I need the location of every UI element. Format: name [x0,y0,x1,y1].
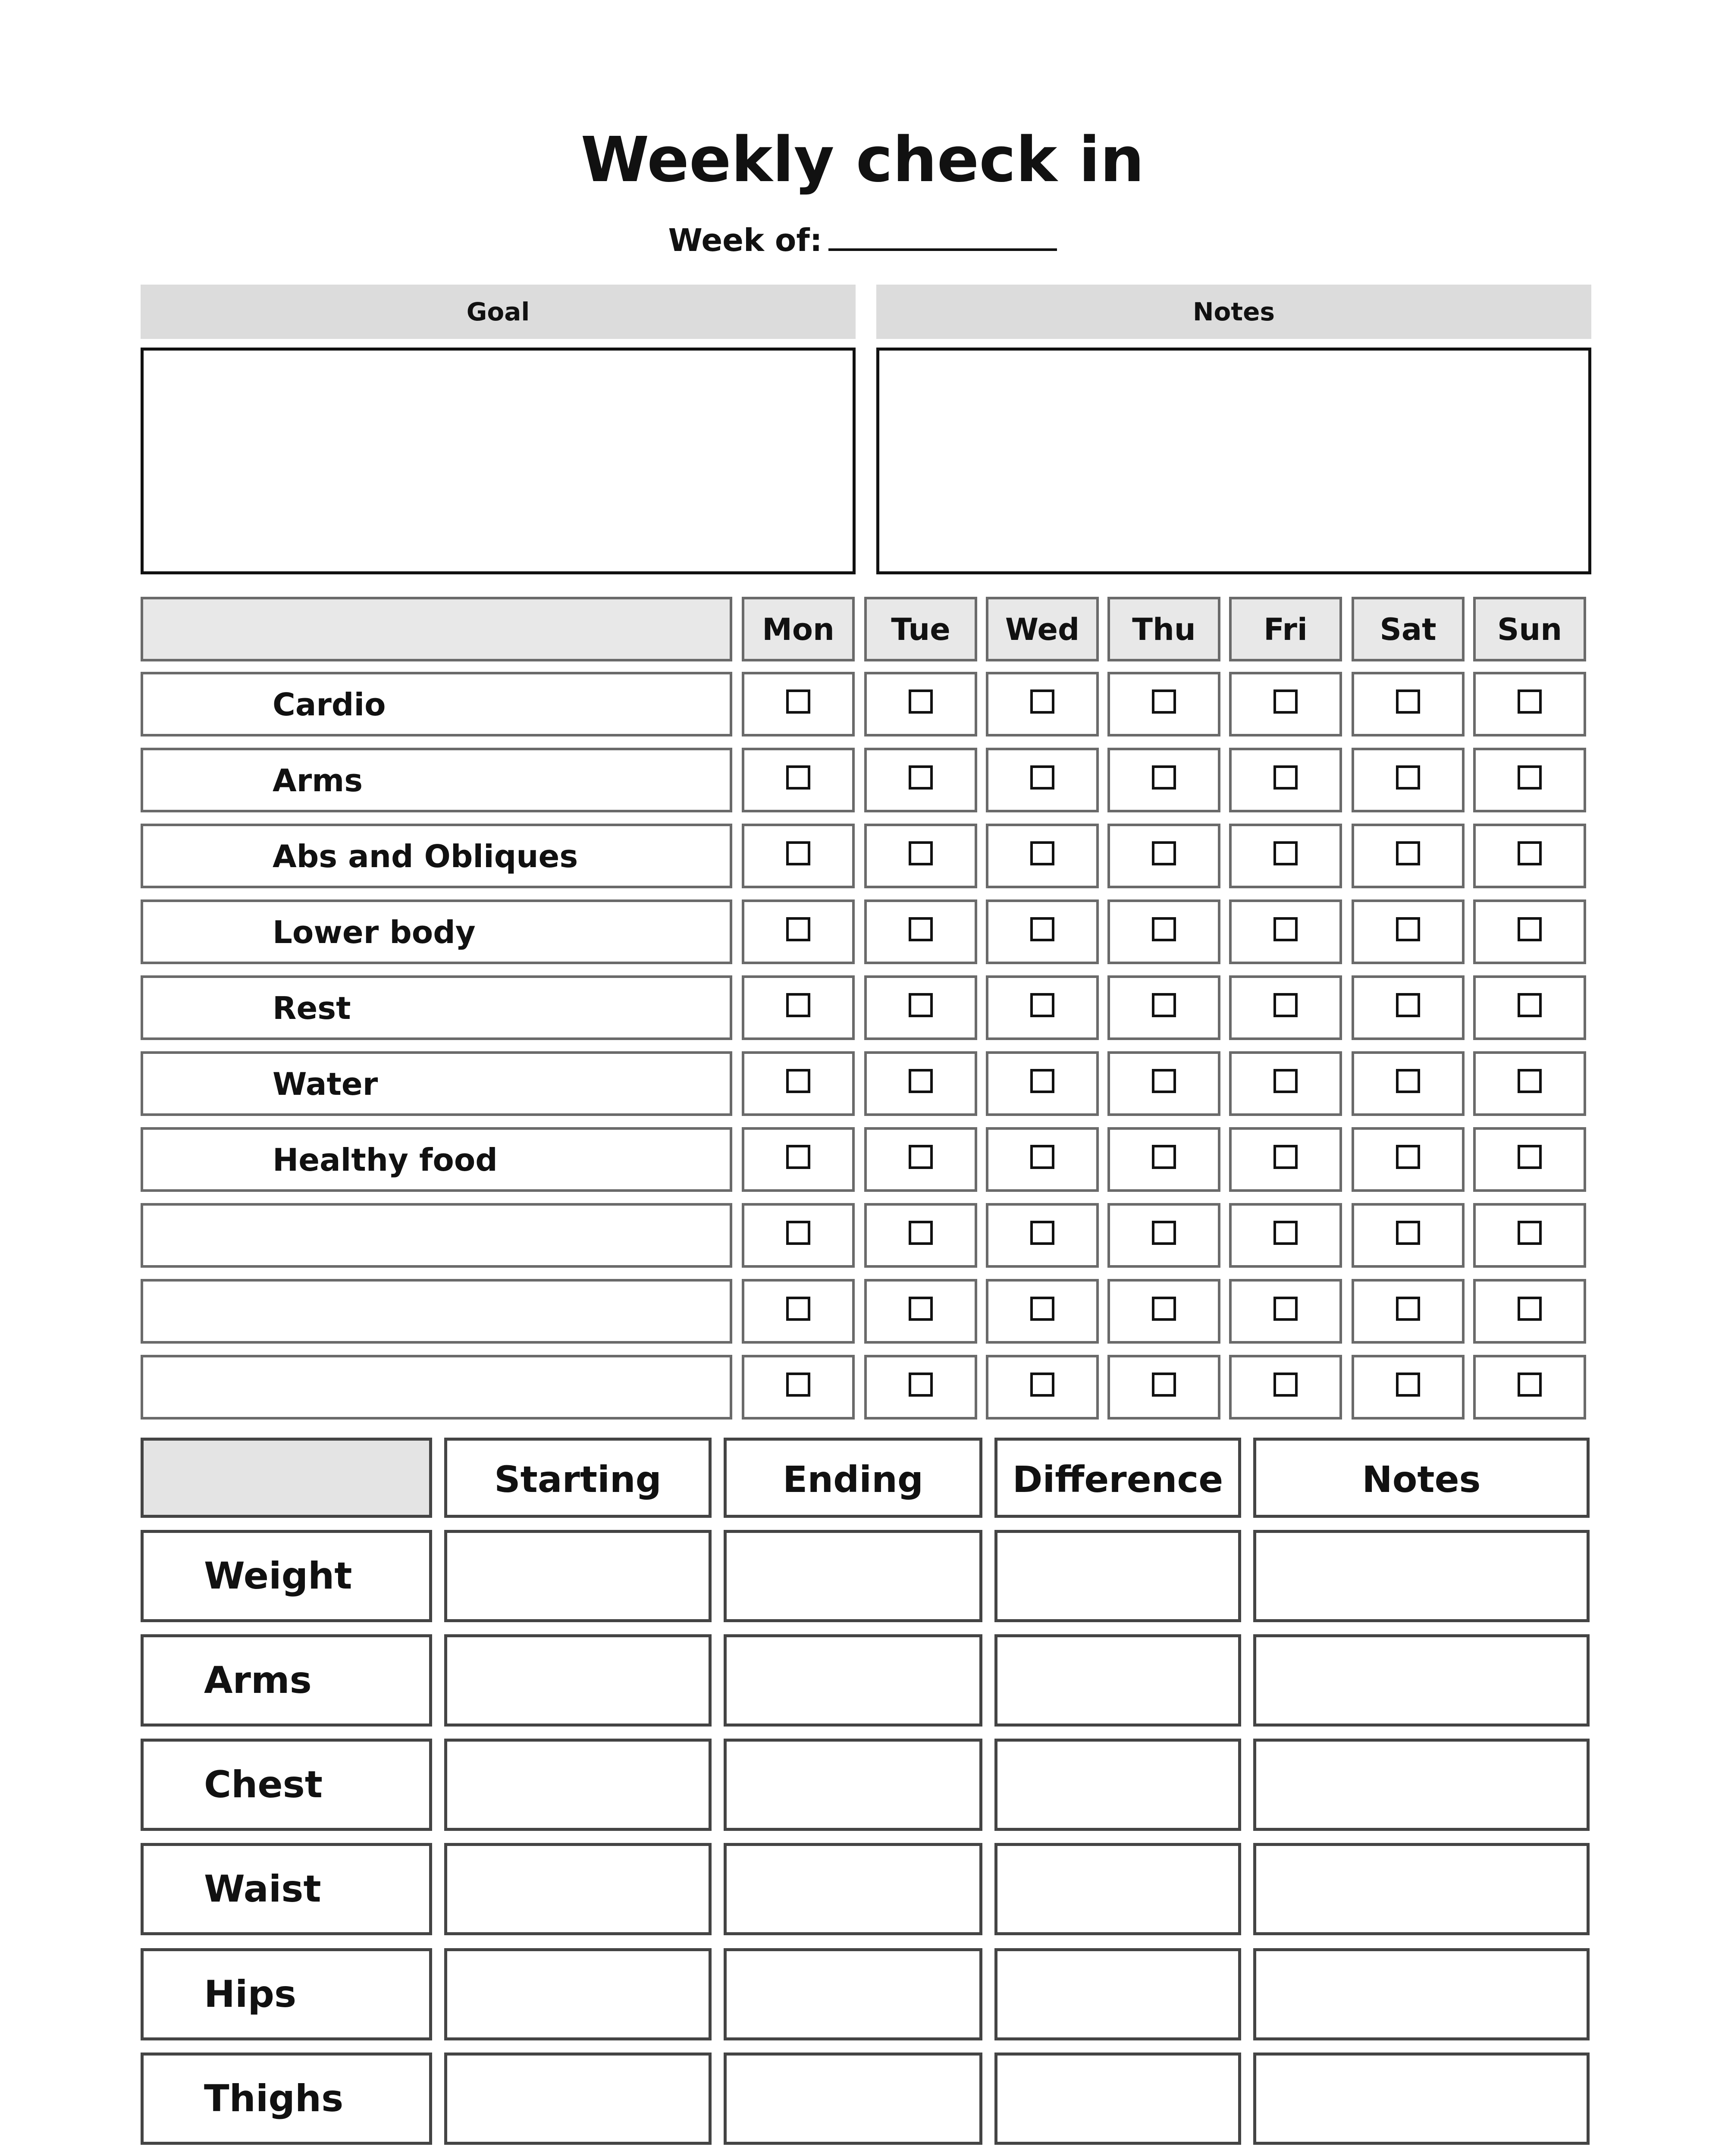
habit-checkbox[interactable] [1152,689,1176,714]
week-of-label: Week of: [668,222,822,258]
habit-day-cell [1352,899,1465,964]
habit-day-cell [986,1203,1099,1268]
habit-checkbox[interactable] [786,1069,810,1093]
measurements-header-ending [724,1438,982,1518]
measurement-entry-cell[interactable] [724,1634,982,1727]
measurement-entry-cell[interactable] [444,1530,712,1622]
habit-day-cell [1473,975,1586,1040]
habit-day-cell [864,1279,977,1344]
habit-day-cell [742,748,855,812]
habit-day-cell [864,1051,977,1116]
habit-checkbox[interactable] [1518,1221,1542,1245]
habit-checkbox[interactable] [1518,1373,1542,1397]
habit-checkbox[interactable] [1273,1373,1298,1397]
habit-header-blank [141,597,732,661]
measurements-column-label: Ending [782,1458,924,1501]
habit-day-cell [986,899,1099,964]
habit-checkbox[interactable] [909,1069,933,1093]
day-label: Sun [1497,612,1562,647]
measurement-entry-cell[interactable] [1253,1634,1590,1727]
habit-checkbox[interactable] [1273,917,1298,941]
habit-day-cell [1473,1279,1586,1344]
habit-day-cell [742,824,855,888]
measurement-row-label-cell [141,1739,432,1831]
habit-checkbox[interactable] [1396,917,1420,941]
measurement-entry-cell[interactable] [724,1843,982,1935]
habit-checkbox[interactable] [1273,1145,1298,1169]
measurement-entry-cell[interactable] [444,1948,712,2040]
notes-box[interactable] [876,348,1591,574]
measurement-row-label-cell [141,1634,432,1727]
measurement-row-label-cell [141,1843,432,1935]
habit-checkbox[interactable] [1396,993,1420,1017]
measurement-row-label-cell [141,1530,432,1622]
habit-day-cell [1229,1279,1342,1344]
habit-checkbox[interactable] [1273,1297,1298,1321]
habit-day-cell [742,1127,855,1192]
measurement-row-label: Chest [204,1763,323,1806]
measurements-column-label: Starting [494,1458,662,1501]
habit-checkbox[interactable] [786,841,810,865]
habit-day-cell [742,975,855,1040]
habit-checkbox[interactable] [1396,841,1420,865]
habit-day-cell [1229,899,1342,964]
habit-checkbox[interactable] [909,689,933,714]
habit-day-cell [1107,1203,1220,1268]
habit-day-cell [742,1203,855,1268]
habit-day-cell [864,975,977,1040]
habit-day-cell [1107,1127,1220,1192]
habit-day-cell [1473,899,1586,964]
habit-checkbox[interactable] [1273,689,1298,714]
habit-day-cell [1107,1051,1220,1116]
measurement-row-label: Waist [204,1868,321,1911]
habit-checkbox[interactable] [909,993,933,1017]
habit-checkbox[interactable] [909,1145,933,1169]
habit-day-cell [986,1127,1099,1192]
measurements-header-notes [1253,1438,1590,1518]
habit-checkbox[interactable] [1030,765,1054,790]
habit-day-cell [986,1355,1099,1420]
habit-checkbox[interactable] [1273,1069,1298,1093]
habit-checkbox[interactable] [1030,689,1054,714]
habit-row-label: Rest [273,990,351,1026]
habit-day-cell [1352,1203,1465,1268]
habit-checkbox[interactable] [1030,1145,1054,1169]
week-of-blank-line[interactable] [828,218,1057,251]
measurement-entry-cell[interactable] [444,2053,712,2145]
habit-row-label: Healthy food [273,1142,498,1178]
habit-checkbox[interactable] [786,993,810,1017]
habit-day-cell [742,1355,855,1420]
habit-day-cell [864,672,977,736]
habit-checkbox[interactable] [786,1297,810,1321]
measurements-column-label: Difference [1012,1458,1223,1501]
measurement-row-label: Hips [204,1973,297,2016]
habit-checkbox[interactable] [1518,993,1542,1017]
habit-checkbox[interactable] [909,841,933,865]
measurements-column-label: Notes [1362,1458,1481,1501]
habit-checkbox[interactable] [909,1297,933,1321]
habit-checkbox[interactable] [1030,917,1054,941]
habit-checkbox[interactable] [1152,1297,1176,1321]
goal-box[interactable] [141,348,856,574]
measurement-entry-cell[interactable] [994,1530,1241,1622]
habit-checkbox[interactable] [1030,841,1054,865]
habit-day-cell [1352,1355,1465,1420]
habit-day-cell [1352,1279,1465,1344]
day-label: Wed [1005,612,1080,647]
day-header-wed [986,597,1099,661]
habit-day-cell [1229,975,1342,1040]
day-label: Fri [1264,612,1308,647]
habit-day-cell [1229,1127,1342,1192]
habit-day-cell [1107,1355,1220,1420]
habit-row-label-cell [141,899,732,964]
habit-row-label-cell [141,975,732,1040]
habit-row-label-cell [141,1051,732,1116]
habit-checkbox[interactable] [1518,1145,1542,1169]
habit-row-label-cell[interactable] [141,1203,732,1268]
habit-day-cell [986,1279,1099,1344]
day-header-tue [864,597,977,661]
measurement-row-label-cell [141,2053,432,2145]
habit-checkbox[interactable] [1030,1297,1054,1321]
habit-checkbox[interactable] [1152,1145,1176,1169]
week-of-field [0,218,1725,261]
habit-day-cell [742,1051,855,1116]
habit-checkbox[interactable] [1396,1373,1420,1397]
habit-day-cell [1473,824,1586,888]
habit-day-cell [1473,1203,1586,1268]
habit-day-cell [1229,1051,1342,1116]
measurement-entry-cell[interactable] [724,1948,982,2040]
day-label: Mon [762,612,834,647]
measurement-entry-cell[interactable] [994,2053,1241,2145]
habit-checkbox[interactable] [1518,689,1542,714]
habit-checkbox[interactable] [1518,841,1542,865]
habit-checkbox[interactable] [1030,1221,1054,1245]
habit-day-cell [1229,1203,1342,1268]
habit-checkbox[interactable] [1273,841,1298,865]
habit-checkbox[interactable] [1152,765,1176,790]
habit-checkbox[interactable] [1152,1221,1176,1245]
habit-day-cell [742,899,855,964]
habit-checkbox[interactable] [1030,1373,1054,1397]
measurement-row-label: Thighs [204,2077,344,2120]
habit-checkbox[interactable] [1518,1297,1542,1321]
measurements-header-blank [141,1438,432,1518]
habit-checkbox[interactable] [1152,1373,1176,1397]
measurement-entry-cell[interactable] [994,1739,1241,1831]
habit-day-cell [986,824,1099,888]
measurement-entry-cell[interactable] [1253,1530,1590,1622]
measurement-entry-cell[interactable] [724,2053,982,2145]
habit-checkbox[interactable] [1518,765,1542,790]
measurement-entry-cell[interactable] [444,1739,712,1831]
measurement-entry-cell[interactable] [994,1948,1241,2040]
habit-day-cell [1473,748,1586,812]
habit-day-cell [864,899,977,964]
habit-day-cell [986,975,1099,1040]
habit-checkbox[interactable] [1273,1221,1298,1245]
habit-checkbox[interactable] [1396,1069,1420,1093]
habit-row-label-cell [141,824,732,888]
habit-day-cell [1473,672,1586,736]
habit-checkbox[interactable] [909,917,933,941]
measurement-entry-cell[interactable] [724,1530,982,1622]
habit-row-label: Arms [273,762,363,799]
habit-day-cell [1352,824,1465,888]
habit-day-cell [1352,1127,1465,1192]
goal-header: Goal [141,285,856,339]
day-label: Tue [891,612,950,647]
habit-checkbox[interactable] [1030,993,1054,1017]
habit-row-label: Abs and Obliques [273,838,578,874]
measurement-entry-cell[interactable] [1253,1843,1590,1935]
measurement-row-label: Weight [204,1554,352,1598]
habit-day-cell [864,1355,977,1420]
habit-checkbox[interactable] [1396,1297,1420,1321]
measurement-entry-cell[interactable] [1253,1739,1590,1831]
measurement-row-label-cell [141,1948,432,2040]
day-header-sun [1473,597,1586,661]
habit-checkbox[interactable] [909,1221,933,1245]
habit-day-cell [1107,824,1220,888]
measurement-entry-cell[interactable] [1253,1948,1590,2040]
habit-row-label: Cardio [273,686,386,723]
habit-checkbox[interactable] [1396,1221,1420,1245]
habit-day-cell [1229,824,1342,888]
notes-header: Notes [876,285,1591,339]
habit-checkbox[interactable] [1152,1069,1176,1093]
habit-row-label-cell [141,748,732,812]
habit-row-label-cell [141,1127,732,1192]
habit-checkbox[interactable] [786,1221,810,1245]
habit-day-cell [986,748,1099,812]
day-label: Thu [1132,612,1196,647]
habit-checkbox[interactable] [1030,1069,1054,1093]
habit-checkbox[interactable] [1396,765,1420,790]
habit-row-label: Lower body [273,914,476,950]
habit-day-cell [1352,748,1465,812]
measurement-entry-cell[interactable] [994,1843,1241,1935]
habit-day-cell [986,672,1099,736]
day-label: Sat [1380,612,1436,647]
habit-day-cell [1107,899,1220,964]
day-header-sat [1352,597,1465,661]
habit-checkbox[interactable] [786,917,810,941]
habit-checkbox[interactable] [909,1373,933,1397]
habit-checkbox[interactable] [1518,917,1542,941]
measurement-entry-cell[interactable] [994,1634,1241,1727]
habit-day-cell [986,1051,1099,1116]
habit-day-cell [1352,672,1465,736]
habit-day-cell [1229,1355,1342,1420]
habit-day-cell [1107,672,1220,736]
habit-row-label-cell [141,672,732,736]
measurement-entry-cell[interactable] [1253,2053,1590,2145]
habit-checkbox[interactable] [1273,993,1298,1017]
habit-checkbox[interactable] [1152,841,1176,865]
habit-checkbox[interactable] [1396,1145,1420,1169]
habit-day-cell [742,1279,855,1344]
measurements-header-difference [994,1438,1241,1518]
habit-row-label-cell[interactable] [141,1355,732,1420]
habit-day-cell [864,748,977,812]
habit-checkbox[interactable] [909,765,933,790]
habit-day-cell [1229,748,1342,812]
habit-checkbox[interactable] [786,765,810,790]
habit-checkbox[interactable] [1518,1069,1542,1093]
habit-row-label: Water [273,1066,378,1102]
measurement-row-label: Arms [204,1659,312,1702]
measurement-entry-cell[interactable] [444,1634,712,1727]
habit-day-cell [1229,672,1342,736]
habit-checkbox[interactable] [1152,917,1176,941]
habit-day-cell [742,672,855,736]
habit-day-cell [864,824,977,888]
habit-day-cell [864,1203,977,1268]
measurements-header-starting [444,1438,712,1518]
habit-checkbox[interactable] [1396,689,1420,714]
habit-day-cell [1107,975,1220,1040]
measurement-entry-cell[interactable] [724,1739,982,1831]
habit-day-cell [1107,748,1220,812]
measurement-entry-cell[interactable] [444,1843,712,1935]
habit-checkbox[interactable] [1273,765,1298,790]
day-header-fri [1229,597,1342,661]
habit-checkbox[interactable] [786,1373,810,1397]
habit-checkbox[interactable] [1152,993,1176,1017]
day-header-thu [1107,597,1220,661]
habit-day-cell [1107,1279,1220,1344]
habit-checkbox[interactable] [786,689,810,714]
habit-day-cell [864,1127,977,1192]
habit-day-cell [1473,1127,1586,1192]
day-header-mon [742,597,855,661]
habit-day-cell [1352,1051,1465,1116]
page-title: Weekly check in [580,123,1145,196]
habit-row-label-cell[interactable] [141,1279,732,1344]
habit-day-cell [1473,1355,1586,1420]
habit-day-cell [1473,1051,1586,1116]
habit-day-cell [1352,975,1465,1040]
habit-checkbox[interactable] [786,1145,810,1169]
